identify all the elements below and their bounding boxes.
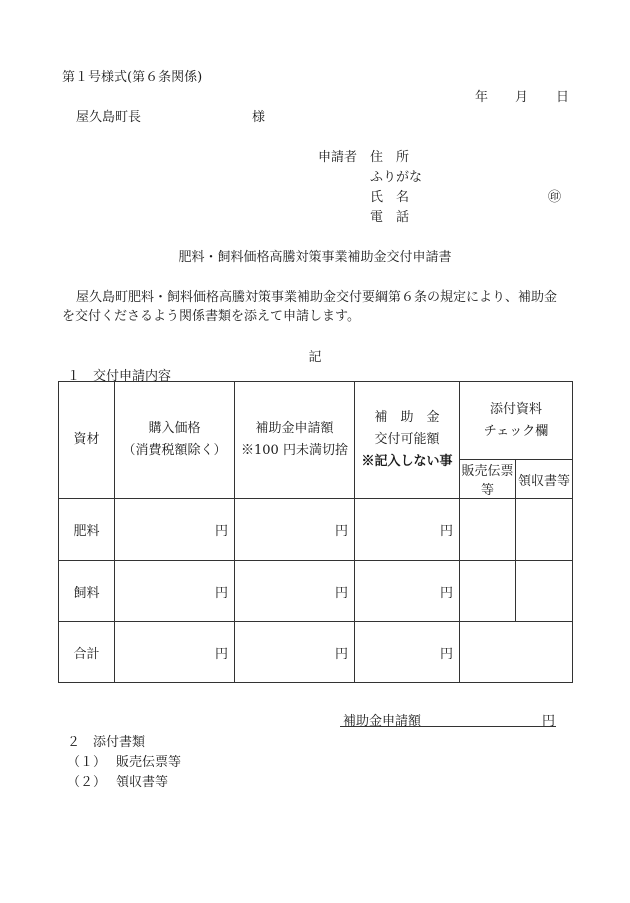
attachment-num-2: （２） bbox=[67, 775, 107, 790]
feed-check-sales-cell[interactable] bbox=[460, 561, 516, 622]
application-table bbox=[58, 381, 573, 683]
header-material: 資材 bbox=[59, 382, 115, 499]
table-row bbox=[59, 622, 573, 683]
header-check-sales-slip: 販売伝票等 bbox=[460, 460, 516, 499]
fertilizer-check-receipt-cell[interactable] bbox=[516, 499, 573, 561]
total-request-label: 補助金申請額 bbox=[343, 714, 422, 729]
applicant-label: 申請者 bbox=[318, 150, 358, 165]
header-possible-line2: 交付可能額 bbox=[374, 432, 440, 447]
header-request-line1: 補助金申請額 bbox=[255, 421, 334, 436]
section2-heading: ２ 添付書類 bbox=[67, 735, 146, 750]
header-possible-line1: 補 助 金 bbox=[374, 410, 440, 425]
date-month: 月 bbox=[515, 90, 529, 105]
header-check-line2: チェック欄 bbox=[483, 423, 549, 439]
applicant-address-label: 住 所 bbox=[370, 150, 410, 165]
header-possible-note: ※記入しない事 bbox=[361, 454, 453, 469]
header-check-line1: 添付資料 bbox=[489, 401, 542, 417]
attachment-item-2: 領収書等 bbox=[116, 775, 169, 790]
seal-mark: ㊞ bbox=[548, 190, 562, 205]
header-purchase-line1: 購入価格 bbox=[148, 421, 201, 436]
row-label: 飼料 bbox=[59, 561, 115, 622]
total-request-underline[interactable] bbox=[340, 726, 556, 727]
attachment-num-1: （１） bbox=[67, 755, 107, 770]
ki-heading: 記 bbox=[308, 350, 322, 365]
header-purchase-price bbox=[115, 382, 235, 499]
fertilizer-request-cell[interactable]: 円 bbox=[235, 499, 355, 561]
feed-check-receipt-cell[interactable] bbox=[516, 561, 573, 622]
header-request-line2: ※100 円未満切捨 bbox=[241, 443, 348, 458]
date-day: 日 bbox=[556, 90, 570, 105]
date-year: 年 bbox=[475, 90, 489, 105]
fertilizer-possible-cell: 円 bbox=[355, 499, 460, 561]
fertilizer-check-sales-cell[interactable] bbox=[460, 499, 516, 561]
fertilizer-purchase-cell[interactable]: 円 bbox=[115, 499, 235, 561]
applicant-furigana-label: ふりがな bbox=[370, 170, 423, 185]
body-text-line2: を交付くださるよう関係書類を添えて申請します。 bbox=[62, 309, 360, 324]
total-check-cell bbox=[460, 622, 573, 683]
row-label: 合計 bbox=[59, 622, 115, 683]
table-row bbox=[59, 499, 573, 561]
total-request-cell[interactable]: 円 bbox=[235, 622, 355, 683]
addressee-honorific: 様 bbox=[252, 110, 266, 125]
row-label: 肥料 bbox=[59, 499, 115, 561]
feed-request-cell[interactable]: 円 bbox=[235, 561, 355, 622]
table-row bbox=[59, 561, 573, 622]
total-purchase-cell[interactable]: 円 bbox=[115, 622, 235, 683]
applicant-name-label: 氏 名 bbox=[370, 190, 410, 205]
section1-heading: １ 交付申請内容 bbox=[67, 369, 172, 384]
feed-possible-cell: 円 bbox=[355, 561, 460, 622]
header-possible-amount bbox=[355, 382, 460, 499]
document-title: 肥料・飼料価格高騰対策事業補助金交付申請書 bbox=[178, 250, 452, 265]
total-request-unit: 円 bbox=[542, 714, 556, 729]
form-number: 第１号様式(第６条関係) bbox=[62, 70, 203, 85]
body-text-line1: 屋久島町肥料・飼料価格高騰対策事業補助金交付要綱第６条の規定により、補助金 bbox=[76, 290, 558, 305]
feed-purchase-cell[interactable]: 円 bbox=[115, 561, 235, 622]
header-purchase-line2: （消費税額除く） bbox=[122, 443, 227, 458]
attachment-item-1: 販売伝票等 bbox=[116, 755, 182, 770]
header-check-receipt: 領収書等 bbox=[516, 460, 573, 499]
header-check bbox=[460, 382, 573, 460]
total-possible-cell: 円 bbox=[355, 622, 460, 683]
addressee-name: 屋久島町長 bbox=[76, 110, 142, 125]
header-request-amount bbox=[235, 382, 355, 499]
applicant-phone-label: 電 話 bbox=[370, 210, 410, 225]
